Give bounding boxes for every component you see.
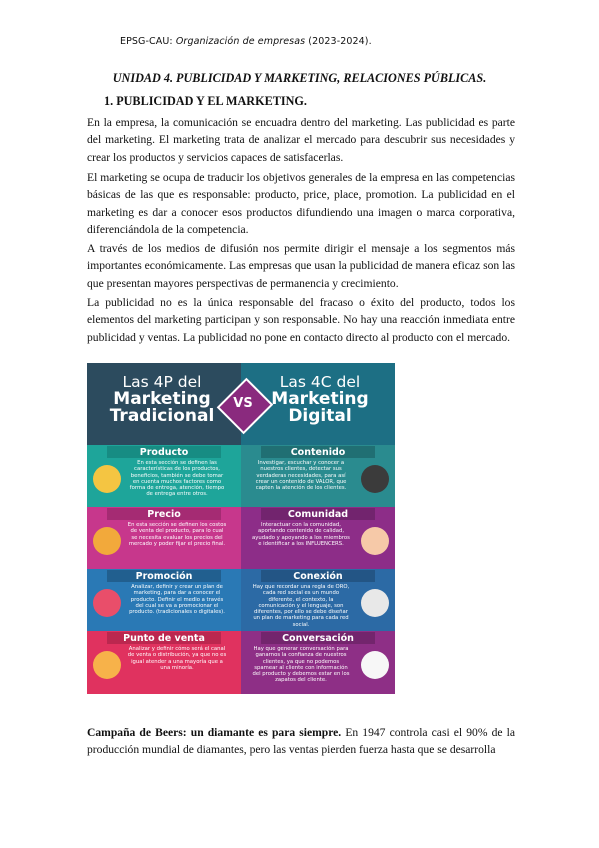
paragraph-2: El marketing se ocupa de traducir los objetivos generales de la empresa en las competencias básicas de las que es responsable: producto, price, place, promotion. La publicidad en el marketing es dar a conocer esos productos difundiendo una imagen o marca corporativa, diferenciándola de la competencia. <box>87 171 515 237</box>
cell-text: Analizar, definir y crear un plan de marketing, para dar a conocer el producto. Definir el medio a través del cual se va a promocionar el producto. (tradicionales o digitales). <box>129 584 225 616</box>
paragraph-4: La publicidad no es la única responsable del fracaso o éxito del producto, todos los elementos del marketing participan y son responsable. No hay una reacción inmediata entre publicidad y ventas. La publicidad no pone en contacto directo al producto con el mercado. <box>87 296 515 344</box>
store-icon <box>93 651 121 679</box>
header-year: (2023-2024). <box>305 36 372 47</box>
header-prefix: EPSG-CAU: <box>120 36 176 47</box>
cell-punto-de-venta <box>87 631 241 694</box>
cell-text: Hay que generar conversación para ganarnos la confianza de nuestros clientes, ya que no podemos spamear al cliente con información del producto y debemos estar en los zapatos del cliente. <box>252 646 350 684</box>
paragraph-3: A través de los medios de difusión nos permite dirigir el mensaje a los segmentos más importantes económicamente. Las empresas que usan la publicidad de manera eficaz son las que presentan mayores perspectivas de permanencia y crecimiento. <box>87 242 515 290</box>
megaphone-icon <box>93 589 121 617</box>
page-header <box>120 36 372 47</box>
unit-title: UNIDAD 4. PUBLICIDAD Y MARKETING, RELACIONES PÚBLICAS. <box>112 71 487 85</box>
cell-title: Contenido <box>290 447 346 458</box>
cart-icon <box>93 465 121 493</box>
cell-text: Analizar y definir cómo será el canal de venta o distribución, ya que no es igual atender a una mayoría que a una minoría. <box>127 646 227 671</box>
campaign-title: Campaña de Beers: un diamante es para siempre. <box>87 726 342 739</box>
cell-title: Precio <box>147 509 181 520</box>
community-icon <box>361 527 389 555</box>
cell-title: Promoción <box>135 571 193 582</box>
header-course: Organización de empresas <box>175 36 306 47</box>
cell-conexion <box>241 569 395 631</box>
paragraph-5 <box>87 724 515 759</box>
cell-comunidad <box>241 507 395 569</box>
paragraph-1: En la empresa, la comunicación se encuadra dentro del marketing. Las publicidad es parte del marketing. El marketing trata de analizar el mercado para descubrir sus necesidades y crear los productos y servicios capaces de satisfacerlas. <box>87 116 515 164</box>
cell-title: Conexión <box>293 571 343 582</box>
cell-text: Investigar, escuchar y conocer a nuestros clientes, detectar sus verdaderas necesidades, para así crear un contenido de VALOR, que capten la atención de los clientes. <box>255 460 347 492</box>
marketing-infographic <box>87 363 395 694</box>
chat-bubble-icon <box>361 651 389 679</box>
cell-promocion <box>87 569 241 631</box>
cell-contenido <box>241 445 395 507</box>
cell-producto <box>87 445 241 507</box>
cell-precio <box>87 507 241 569</box>
cell-text: En esta sección se definen los costos de venta del producto, para lo cual se necesita evaluar los precios del mercado y poder fijar el precio final. <box>127 522 227 547</box>
cell-text: Hay que recordar una regla de ORO, cada red social es un mundo diferente, el contexto, la comunicación y el lenguaje, son diferentes, por ello se debe diseñar un plan de marketing para cada red social. <box>252 584 350 628</box>
cell-title: Comunidad <box>287 509 349 520</box>
price-tag-icon <box>93 527 121 555</box>
cell-title: Conversación <box>282 633 354 644</box>
campaign-text: En 1947 controla casi el 90% de la producción mundial de diamantes, pero las ventas pierden fuerza hasta que se desarrolla <box>87 726 515 757</box>
vs-label: VS <box>233 396 253 411</box>
right-heading: Las 4C del Marketing Digital <box>271 373 369 426</box>
cell-text: En esta sección se definen las características de los productos, beneficios, también se debe tomar en cuenta muchos factores como forma de entrega, atención, tiempo de entrega entre otros. <box>129 460 225 498</box>
section-title: 1. PUBLICIDAD Y EL MARKETING. <box>104 94 307 108</box>
infographic-header <box>87 363 395 445</box>
cell-title: Producto <box>139 447 189 458</box>
cell-conversacion <box>241 631 395 694</box>
smartphone-social-icon <box>361 589 389 617</box>
owl-icon <box>361 465 389 493</box>
cell-title: Punto de venta <box>123 633 205 644</box>
left-heading: Las 4P del Marketing Tradicional <box>109 373 215 426</box>
cell-text: Interactuar con la comunidad, aportando contenido de calidad, ayudado y apoyando a los miembros e identificar a los INFLUENCERS. <box>252 522 350 547</box>
